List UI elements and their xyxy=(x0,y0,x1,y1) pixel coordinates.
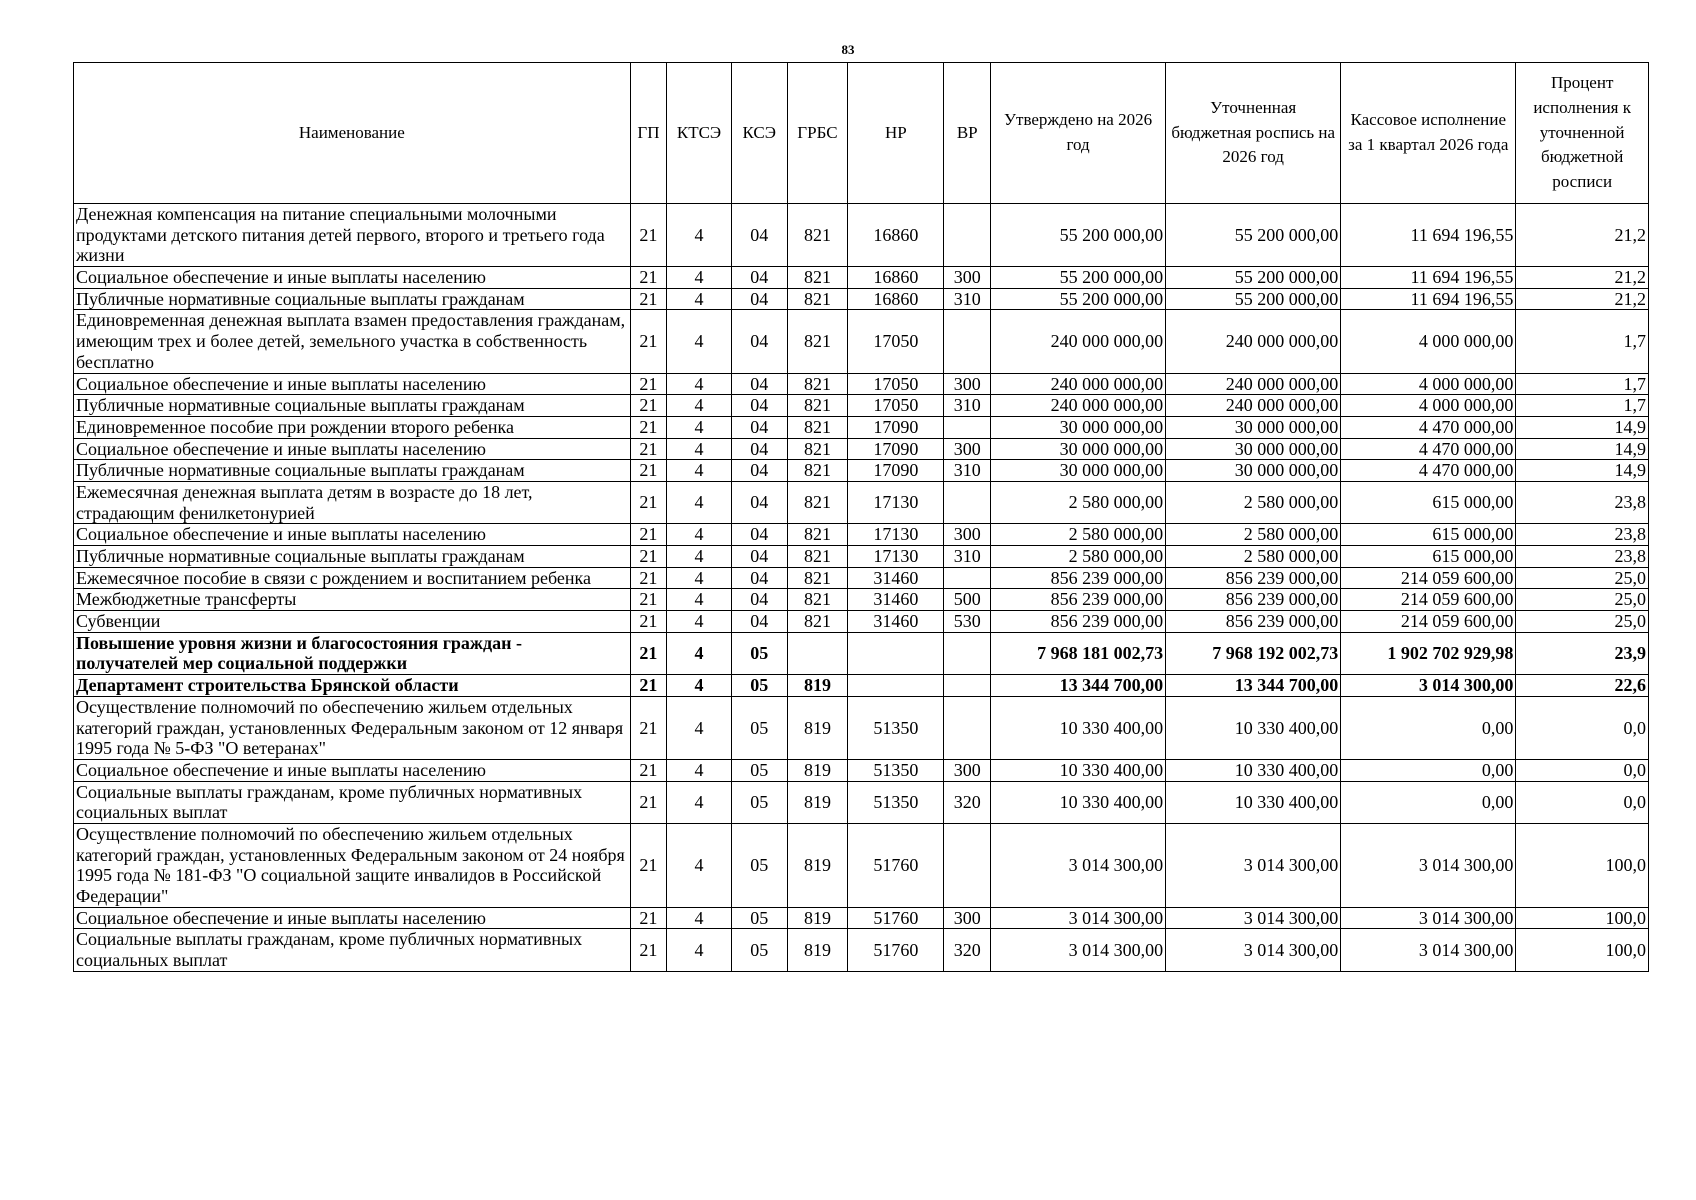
cell-ktse: 4 xyxy=(667,267,732,289)
table-row xyxy=(74,416,1649,438)
cell-name: Денежная компенсация на питание специальными молочными продуктами детского питания детей первого, второго и третьего года жизни xyxy=(74,204,631,267)
cell-vr xyxy=(944,823,991,907)
cell-ktse: 4 xyxy=(667,632,732,674)
cell-vr: 310 xyxy=(944,546,991,568)
cell-name: Публичные нормативные социальные выплаты гражданам xyxy=(74,546,631,568)
cell-cash: 4 470 000,00 xyxy=(1341,416,1516,438)
cell-grbs: 821 xyxy=(787,589,848,611)
cell-ktse: 4 xyxy=(667,310,732,373)
table-row xyxy=(74,675,1649,697)
cell-name: Социальные выплаты гражданам, кроме публичных нормативных социальных выплат xyxy=(74,929,631,971)
table-row xyxy=(74,781,1649,823)
cell-approved: 55 200 000,00 xyxy=(991,267,1166,289)
cell-kse: 04 xyxy=(731,395,787,417)
cell-cash: 11 694 196,55 xyxy=(1341,288,1516,310)
table-row xyxy=(74,823,1649,907)
cell-cash: 214 059 600,00 xyxy=(1341,567,1516,589)
cell-grbs: 819 xyxy=(787,781,848,823)
cell-name: Ежемесячное пособие в связи с рождением и воспитанием ребенка xyxy=(74,567,631,589)
cell-kse: 05 xyxy=(731,675,787,697)
cell-cash: 4 000 000,00 xyxy=(1341,373,1516,395)
cell-cash: 1 902 702 929,98 xyxy=(1341,632,1516,674)
cell-nr: 51760 xyxy=(848,929,944,971)
cell-refined: 30 000 000,00 xyxy=(1166,438,1341,460)
cell-ktse: 4 xyxy=(667,781,732,823)
cell-nr xyxy=(848,632,944,674)
cell-nr: 17050 xyxy=(848,395,944,417)
cell-approved: 55 200 000,00 xyxy=(991,288,1166,310)
cell-percent: 100,0 xyxy=(1516,823,1649,907)
table-row xyxy=(74,611,1649,633)
column-header-kse: КСЭ xyxy=(731,63,787,204)
table-row xyxy=(74,288,1649,310)
cell-approved: 30 000 000,00 xyxy=(991,438,1166,460)
cell-name: Публичные нормативные социальные выплаты гражданам xyxy=(74,288,631,310)
cell-gp: 21 xyxy=(630,611,666,633)
cell-gp: 21 xyxy=(630,524,666,546)
cell-ktse: 4 xyxy=(667,675,732,697)
table-header xyxy=(74,63,1649,204)
cell-approved: 10 330 400,00 xyxy=(991,759,1166,781)
cell-refined: 240 000 000,00 xyxy=(1166,310,1341,373)
cell-cash: 4 000 000,00 xyxy=(1341,310,1516,373)
cell-gp: 21 xyxy=(630,288,666,310)
cell-percent: 1,7 xyxy=(1516,310,1649,373)
cell-ktse: 4 xyxy=(667,696,732,759)
cell-grbs: 821 xyxy=(787,267,848,289)
table-row xyxy=(74,632,1649,674)
cell-nr: 51760 xyxy=(848,823,944,907)
table-row xyxy=(74,395,1649,417)
cell-kse: 05 xyxy=(731,632,787,674)
cell-cash: 3 014 300,00 xyxy=(1341,675,1516,697)
cell-kse: 05 xyxy=(731,929,787,971)
header-row xyxy=(74,63,1649,204)
cell-vr xyxy=(944,481,991,523)
cell-name: Социальное обеспечение и иные выплаты населению xyxy=(74,907,631,929)
cell-refined: 30 000 000,00 xyxy=(1166,416,1341,438)
cell-gp: 21 xyxy=(630,696,666,759)
cell-ktse: 4 xyxy=(667,611,732,633)
cell-kse: 05 xyxy=(731,907,787,929)
cell-name: Публичные нормативные социальные выплаты гражданам xyxy=(74,460,631,482)
table-body xyxy=(74,204,1649,972)
cell-ktse: 4 xyxy=(667,907,732,929)
table-row xyxy=(74,907,1649,929)
cell-vr: 300 xyxy=(944,524,991,546)
cell-nr: 17050 xyxy=(848,310,944,373)
column-header-ktse: КТСЭ xyxy=(667,63,732,204)
cell-approved: 30 000 000,00 xyxy=(991,460,1166,482)
cell-percent: 25,0 xyxy=(1516,589,1649,611)
cell-percent: 14,9 xyxy=(1516,460,1649,482)
cell-percent: 1,7 xyxy=(1516,395,1649,417)
cell-refined: 55 200 000,00 xyxy=(1166,267,1341,289)
cell-vr xyxy=(944,567,991,589)
cell-nr: 17130 xyxy=(848,546,944,568)
cell-gp: 21 xyxy=(630,567,666,589)
cell-refined: 856 239 000,00 xyxy=(1166,589,1341,611)
cell-ktse: 4 xyxy=(667,524,732,546)
cell-vr: 300 xyxy=(944,907,991,929)
cell-refined: 2 580 000,00 xyxy=(1166,546,1341,568)
cell-name: Социальное обеспечение и иные выплаты населению xyxy=(74,524,631,546)
cell-vr: 530 xyxy=(944,611,991,633)
cell-percent: 23,8 xyxy=(1516,481,1649,523)
cell-grbs: 819 xyxy=(787,907,848,929)
cell-approved: 55 200 000,00 xyxy=(991,204,1166,267)
cell-ktse: 4 xyxy=(667,481,732,523)
cell-gp: 21 xyxy=(630,589,666,611)
column-header-approved: Утверждено на 2026 год xyxy=(991,63,1166,204)
cell-vr: 310 xyxy=(944,395,991,417)
cell-vr: 300 xyxy=(944,373,991,395)
cell-nr: 16860 xyxy=(848,204,944,267)
cell-cash: 0,00 xyxy=(1341,696,1516,759)
column-header-name: Наименование xyxy=(74,63,631,204)
cell-vr: 320 xyxy=(944,781,991,823)
cell-percent: 100,0 xyxy=(1516,929,1649,971)
cell-kse: 05 xyxy=(731,759,787,781)
cell-ktse: 4 xyxy=(667,546,732,568)
cell-grbs: 821 xyxy=(787,310,848,373)
cell-cash: 4 000 000,00 xyxy=(1341,395,1516,417)
cell-name: Социальное обеспечение и иные выплаты населению xyxy=(74,267,631,289)
cell-approved: 240 000 000,00 xyxy=(991,310,1166,373)
cell-nr: 51350 xyxy=(848,759,944,781)
cell-refined: 240 000 000,00 xyxy=(1166,373,1341,395)
cell-refined: 13 344 700,00 xyxy=(1166,675,1341,697)
cell-grbs: 821 xyxy=(787,395,848,417)
cell-vr: 300 xyxy=(944,267,991,289)
cell-refined: 55 200 000,00 xyxy=(1166,204,1341,267)
table-row xyxy=(74,759,1649,781)
cell-name: Социальное обеспечение и иные выплаты населению xyxy=(74,438,631,460)
cell-nr: 16860 xyxy=(848,267,944,289)
cell-name: Публичные нормативные социальные выплаты гражданам xyxy=(74,395,631,417)
cell-ktse: 4 xyxy=(667,567,732,589)
cell-refined: 10 330 400,00 xyxy=(1166,781,1341,823)
cell-gp: 21 xyxy=(630,907,666,929)
cell-refined: 10 330 400,00 xyxy=(1166,696,1341,759)
cell-gp: 21 xyxy=(630,823,666,907)
cell-percent: 23,9 xyxy=(1516,632,1649,674)
cell-vr: 310 xyxy=(944,460,991,482)
cell-cash: 214 059 600,00 xyxy=(1341,611,1516,633)
cell-refined: 55 200 000,00 xyxy=(1166,288,1341,310)
cell-refined: 7 968 192 002,73 xyxy=(1166,632,1341,674)
cell-grbs: 821 xyxy=(787,288,848,310)
cell-kse: 04 xyxy=(731,460,787,482)
cell-percent: 14,9 xyxy=(1516,438,1649,460)
cell-nr: 31460 xyxy=(848,611,944,633)
cell-grbs: 821 xyxy=(787,373,848,395)
cell-refined: 3 014 300,00 xyxy=(1166,929,1341,971)
cell-cash: 11 694 196,55 xyxy=(1341,204,1516,267)
cell-vr: 320 xyxy=(944,929,991,971)
cell-approved: 10 330 400,00 xyxy=(991,781,1166,823)
cell-percent: 0,0 xyxy=(1516,759,1649,781)
column-header-vr: ВР xyxy=(944,63,991,204)
cell-name: Единовременная денежная выплата взамен предоставления гражданам, имеющим трех и более детей, земельного участка в собственность бесплатно xyxy=(74,310,631,373)
cell-approved: 2 580 000,00 xyxy=(991,524,1166,546)
cell-grbs: 821 xyxy=(787,204,848,267)
cell-kse: 04 xyxy=(731,416,787,438)
cell-percent: 21,2 xyxy=(1516,267,1649,289)
cell-nr: 17090 xyxy=(848,438,944,460)
table-row xyxy=(74,460,1649,482)
cell-gp: 21 xyxy=(630,460,666,482)
table-row xyxy=(74,204,1649,267)
cell-cash: 3 014 300,00 xyxy=(1341,823,1516,907)
cell-percent: 14,9 xyxy=(1516,416,1649,438)
cell-approved: 240 000 000,00 xyxy=(991,373,1166,395)
cell-refined: 2 580 000,00 xyxy=(1166,481,1341,523)
cell-nr: 51350 xyxy=(848,781,944,823)
cell-gp: 21 xyxy=(630,267,666,289)
cell-kse: 04 xyxy=(731,373,787,395)
cell-approved: 3 014 300,00 xyxy=(991,929,1166,971)
cell-ktse: 4 xyxy=(667,204,732,267)
cell-vr: 300 xyxy=(944,759,991,781)
cell-refined: 856 239 000,00 xyxy=(1166,567,1341,589)
cell-kse: 04 xyxy=(731,567,787,589)
cell-vr xyxy=(944,416,991,438)
cell-gp: 21 xyxy=(630,675,666,697)
cell-gp: 21 xyxy=(630,632,666,674)
cell-ktse: 4 xyxy=(667,823,732,907)
cell-grbs: 821 xyxy=(787,611,848,633)
cell-vr xyxy=(944,696,991,759)
cell-cash: 4 470 000,00 xyxy=(1341,438,1516,460)
cell-vr xyxy=(944,204,991,267)
cell-vr xyxy=(944,310,991,373)
cell-gp: 21 xyxy=(630,395,666,417)
table-row xyxy=(74,438,1649,460)
cell-ktse: 4 xyxy=(667,395,732,417)
cell-nr: 17130 xyxy=(848,524,944,546)
cell-grbs: 821 xyxy=(787,438,848,460)
table-row xyxy=(74,929,1649,971)
cell-cash: 0,00 xyxy=(1341,759,1516,781)
cell-nr: 17090 xyxy=(848,460,944,482)
cell-percent: 22,6 xyxy=(1516,675,1649,697)
cell-nr: 17090 xyxy=(848,416,944,438)
cell-grbs: 821 xyxy=(787,524,848,546)
cell-nr: 31460 xyxy=(848,589,944,611)
cell-percent: 25,0 xyxy=(1516,567,1649,589)
column-header-cash: Кассовое исполнение за 1 квартал 2026 года xyxy=(1341,63,1516,204)
cell-kse: 04 xyxy=(731,204,787,267)
column-header-percent: Процент исполнения к уточненной бюджетной росписи xyxy=(1516,63,1649,204)
cell-kse: 05 xyxy=(731,696,787,759)
cell-ktse: 4 xyxy=(667,460,732,482)
page-number: 83 xyxy=(841,42,855,57)
cell-ktse: 4 xyxy=(667,759,732,781)
cell-approved: 30 000 000,00 xyxy=(991,416,1166,438)
cell-gp: 21 xyxy=(630,929,666,971)
cell-name: Социальное обеспечение и иные выплаты населению xyxy=(74,759,631,781)
table-row xyxy=(74,310,1649,373)
cell-grbs: 819 xyxy=(787,696,848,759)
cell-refined: 240 000 000,00 xyxy=(1166,395,1341,417)
cell-percent: 21,2 xyxy=(1516,288,1649,310)
cell-approved: 7 968 181 002,73 xyxy=(991,632,1166,674)
table-row xyxy=(74,589,1649,611)
cell-name: Межбюджетные трансферты xyxy=(74,589,631,611)
cell-percent: 21,2 xyxy=(1516,204,1649,267)
cell-ktse: 4 xyxy=(667,929,732,971)
cell-approved: 2 580 000,00 xyxy=(991,546,1166,568)
cell-cash: 214 059 600,00 xyxy=(1341,589,1516,611)
cell-gp: 21 xyxy=(630,416,666,438)
cell-nr: 31460 xyxy=(848,567,944,589)
cell-refined: 856 239 000,00 xyxy=(1166,611,1341,633)
cell-cash: 615 000,00 xyxy=(1341,546,1516,568)
cell-ktse: 4 xyxy=(667,416,732,438)
cell-cash: 0,00 xyxy=(1341,781,1516,823)
cell-vr xyxy=(944,632,991,674)
cell-grbs: 819 xyxy=(787,759,848,781)
cell-gp: 21 xyxy=(630,781,666,823)
table-row xyxy=(74,373,1649,395)
cell-cash: 615 000,00 xyxy=(1341,524,1516,546)
cell-kse: 04 xyxy=(731,438,787,460)
cell-name: Субвенции xyxy=(74,611,631,633)
cell-grbs: 821 xyxy=(787,567,848,589)
cell-kse: 05 xyxy=(731,823,787,907)
cell-cash: 3 014 300,00 xyxy=(1341,907,1516,929)
column-header-refined: Уточненная бюджетная роспись на 2026 год xyxy=(1166,63,1341,204)
cell-approved: 13 344 700,00 xyxy=(991,675,1166,697)
cell-name: Ежемесячная денежная выплата детям в возрасте до 18 лет, страдающим фенилкетонурией xyxy=(74,481,631,523)
cell-kse: 05 xyxy=(731,781,787,823)
cell-ktse: 4 xyxy=(667,288,732,310)
cell-kse: 04 xyxy=(731,546,787,568)
cell-name: Повышение уровня жизни и благосостояния граждан - получателей мер социальной поддержки xyxy=(74,632,631,674)
cell-name: Социальное обеспечение и иные выплаты населению xyxy=(74,373,631,395)
cell-nr: 17130 xyxy=(848,481,944,523)
cell-ktse: 4 xyxy=(667,438,732,460)
cell-gp: 21 xyxy=(630,438,666,460)
cell-kse: 04 xyxy=(731,524,787,546)
cell-gp: 21 xyxy=(630,759,666,781)
cell-gp: 21 xyxy=(630,481,666,523)
cell-nr: 51350 xyxy=(848,696,944,759)
cell-ktse: 4 xyxy=(667,373,732,395)
cell-name: Осуществление полномочий по обеспечению жильем отдельных категорий граждан, установленных Федеральным законом от 12 января 1995 года № 5-ФЗ "О ветеранах" xyxy=(74,696,631,759)
cell-approved: 10 330 400,00 xyxy=(991,696,1166,759)
cell-approved: 3 014 300,00 xyxy=(991,907,1166,929)
cell-refined: 3 014 300,00 xyxy=(1166,823,1341,907)
cell-vr: 500 xyxy=(944,589,991,611)
cell-kse: 04 xyxy=(731,267,787,289)
cell-percent: 0,0 xyxy=(1516,696,1649,759)
cell-grbs: 821 xyxy=(787,481,848,523)
cell-refined: 10 330 400,00 xyxy=(1166,759,1341,781)
cell-name: Социальные выплаты гражданам, кроме публичных нормативных социальных выплат xyxy=(74,781,631,823)
cell-approved: 856 239 000,00 xyxy=(991,567,1166,589)
table-row xyxy=(74,546,1649,568)
cell-kse: 04 xyxy=(731,481,787,523)
cell-nr: 17050 xyxy=(848,373,944,395)
cell-name: Осуществление полномочий по обеспечению жильем отдельных категорий граждан, установленных Федеральным законом от 24 ноября 1995 года № 181-ФЗ "О социальной защите инвалидов в Российской Федерации" xyxy=(74,823,631,907)
cell-refined: 3 014 300,00 xyxy=(1166,907,1341,929)
table-row xyxy=(74,567,1649,589)
column-header-grbs: ГРБС xyxy=(787,63,848,204)
cell-percent: 23,8 xyxy=(1516,546,1649,568)
cell-approved: 3 014 300,00 xyxy=(991,823,1166,907)
cell-percent: 100,0 xyxy=(1516,907,1649,929)
cell-approved: 2 580 000,00 xyxy=(991,481,1166,523)
column-header-nr: НР xyxy=(848,63,944,204)
budget-table xyxy=(73,62,1649,972)
cell-name: Департамент строительства Брянской области xyxy=(74,675,631,697)
cell-grbs: 821 xyxy=(787,460,848,482)
cell-grbs: 819 xyxy=(787,823,848,907)
cell-gp: 21 xyxy=(630,373,666,395)
cell-percent: 1,7 xyxy=(1516,373,1649,395)
cell-approved: 856 239 000,00 xyxy=(991,611,1166,633)
cell-gp: 21 xyxy=(630,204,666,267)
cell-kse: 04 xyxy=(731,288,787,310)
cell-approved: 856 239 000,00 xyxy=(991,589,1166,611)
cell-cash: 4 470 000,00 xyxy=(1341,460,1516,482)
cell-nr xyxy=(848,675,944,697)
cell-gp: 21 xyxy=(630,310,666,373)
table-row xyxy=(74,267,1649,289)
cell-kse: 04 xyxy=(731,310,787,373)
cell-ktse: 4 xyxy=(667,589,732,611)
cell-refined: 30 000 000,00 xyxy=(1166,460,1341,482)
table-row xyxy=(74,696,1649,759)
cell-grbs: 821 xyxy=(787,416,848,438)
cell-grbs: 819 xyxy=(787,675,848,697)
column-header-gp: ГП xyxy=(630,63,666,204)
cell-vr xyxy=(944,675,991,697)
cell-gp: 21 xyxy=(630,546,666,568)
cell-percent: 0,0 xyxy=(1516,781,1649,823)
cell-nr: 51760 xyxy=(848,907,944,929)
cell-approved: 240 000 000,00 xyxy=(991,395,1166,417)
cell-vr: 300 xyxy=(944,438,991,460)
cell-nr: 16860 xyxy=(848,288,944,310)
cell-kse: 04 xyxy=(731,589,787,611)
cell-kse: 04 xyxy=(731,611,787,633)
cell-name: Единовременное пособие при рождении второго ребенка xyxy=(74,416,631,438)
cell-percent: 25,0 xyxy=(1516,611,1649,633)
table-row xyxy=(74,481,1649,523)
table-row xyxy=(74,524,1649,546)
cell-grbs xyxy=(787,632,848,674)
cell-grbs: 821 xyxy=(787,546,848,568)
cell-cash: 11 694 196,55 xyxy=(1341,267,1516,289)
cell-grbs: 819 xyxy=(787,929,848,971)
cell-cash: 615 000,00 xyxy=(1341,481,1516,523)
cell-percent: 23,8 xyxy=(1516,524,1649,546)
cell-vr: 310 xyxy=(944,288,991,310)
cell-cash: 3 014 300,00 xyxy=(1341,929,1516,971)
cell-refined: 2 580 000,00 xyxy=(1166,524,1341,546)
